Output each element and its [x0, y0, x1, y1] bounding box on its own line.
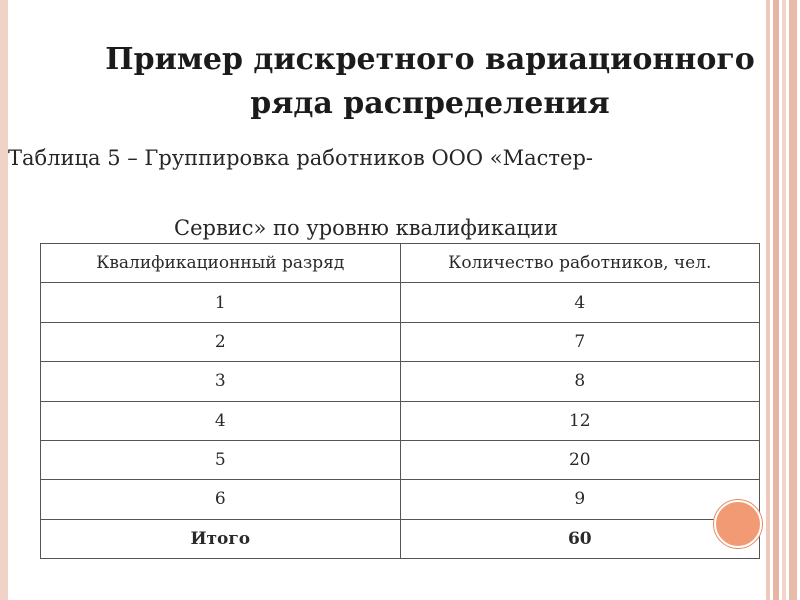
table-caption-line-2: Сервис» по уровню квалификации	[174, 216, 558, 240]
table-row	[41, 362, 760, 401]
grade-cell: 3	[41, 362, 401, 401]
column-header-count: Количество работников, чел.	[400, 244, 759, 283]
column-header-grade: Квалификационный разряд	[41, 244, 401, 283]
table-row	[41, 283, 760, 322]
table-header-row	[41, 244, 760, 283]
count-cell: 4	[400, 283, 759, 322]
table-row	[41, 440, 760, 479]
count-cell: 12	[400, 401, 759, 440]
slide-title-line-1: Пример дискретного вариационного	[105, 42, 755, 77]
slide-title-line-2: ряда распределения	[250, 86, 610, 121]
grade-cell: 4	[41, 401, 401, 440]
count-cell: 8	[400, 362, 759, 401]
grade-cell: 6	[41, 480, 401, 519]
count-cell: 20	[400, 440, 759, 479]
table-row	[41, 480, 760, 519]
table-total-row	[41, 519, 760, 558]
decorative-circle	[714, 500, 762, 548]
slide-title	[60, 38, 800, 126]
table-caption-line-1: Таблица 5 – Группировка работников ООО «Мастер-	[8, 146, 594, 170]
total-label-cell: Итого	[41, 519, 401, 558]
grade-cell: 5	[41, 440, 401, 479]
table-row	[41, 322, 760, 361]
data-table	[40, 243, 760, 559]
left-decorative-border	[0, 0, 8, 600]
table-row	[41, 401, 760, 440]
total-value-cell: 60	[400, 519, 759, 558]
grade-cell: 1	[41, 283, 401, 322]
grade-cell: 2	[41, 322, 401, 361]
count-cell: 7	[400, 322, 759, 361]
count-cell: 9	[400, 480, 759, 519]
